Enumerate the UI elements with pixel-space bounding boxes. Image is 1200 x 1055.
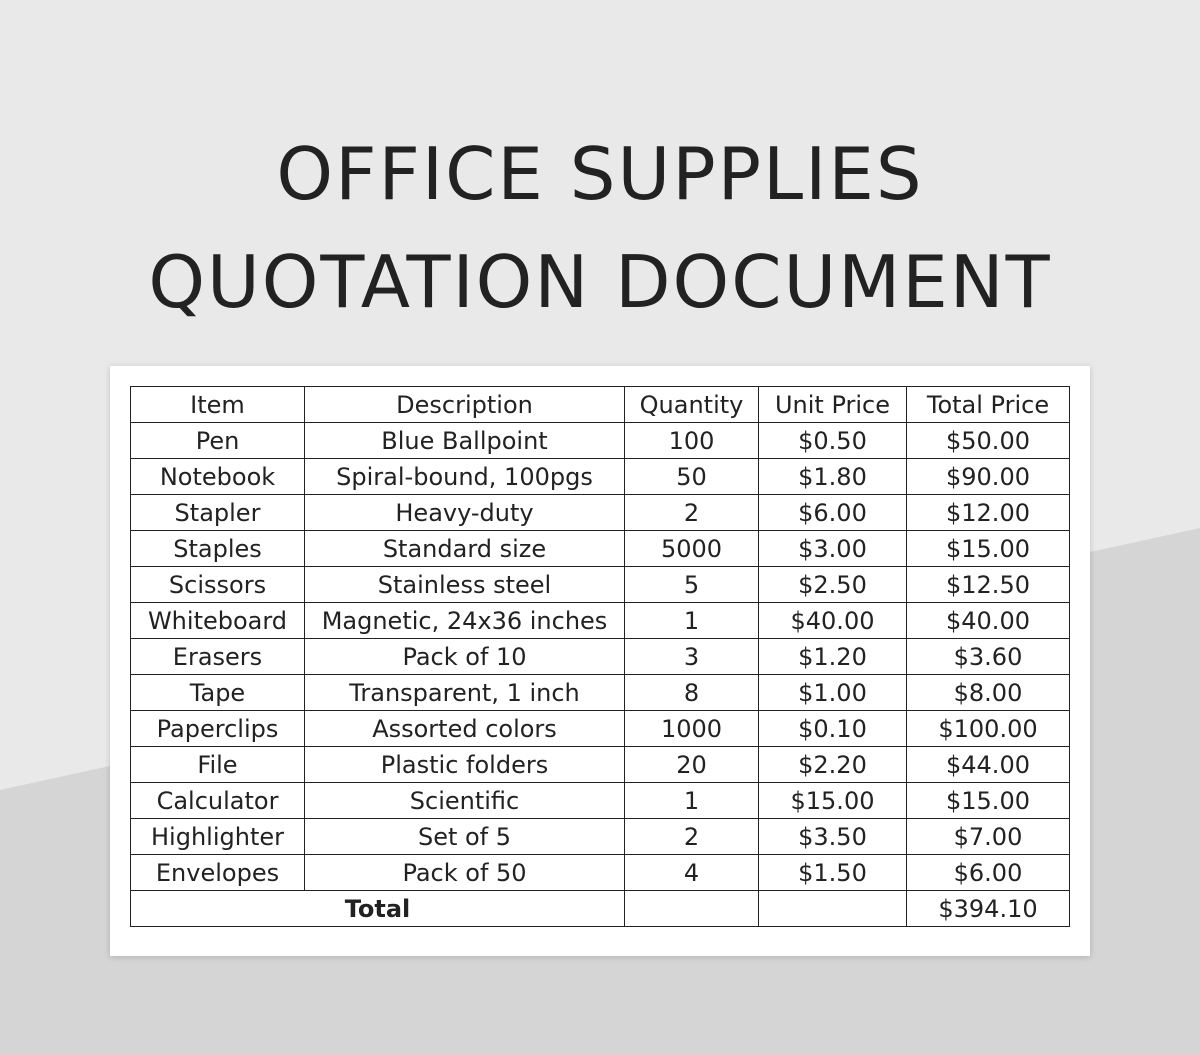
- cell-quantity: 2: [625, 819, 759, 855]
- cell-total-price: $44.00: [907, 747, 1070, 783]
- cell-description: Set of 5: [305, 819, 625, 855]
- cell-item: Highlighter: [131, 819, 305, 855]
- cell-description: Magnetic, 24x36 inches: [305, 603, 625, 639]
- cell-item: Scissors: [131, 567, 305, 603]
- total-row: [131, 891, 1070, 927]
- cell-total-price: $12.00: [907, 495, 1070, 531]
- cell-unit-price: $2.50: [759, 567, 907, 603]
- cell-quantity: 8: [625, 675, 759, 711]
- cell-quantity: 2: [625, 495, 759, 531]
- cell-description: Scientific: [305, 783, 625, 819]
- cell-quantity: 50: [625, 459, 759, 495]
- cell-item: Whiteboard: [131, 603, 305, 639]
- cell-quantity: 5: [625, 567, 759, 603]
- cell-total-price: $100.00: [907, 711, 1070, 747]
- cell-total-price: $6.00: [907, 855, 1070, 891]
- cell-quantity: 4: [625, 855, 759, 891]
- cell-item: Notebook: [131, 459, 305, 495]
- cell-unit-price: $15.00: [759, 783, 907, 819]
- header-total-price: Total Price: [907, 387, 1070, 423]
- table-row: [131, 639, 1070, 675]
- cell-description: Assorted colors: [305, 711, 625, 747]
- cell-unit-price: $1.80: [759, 459, 907, 495]
- cell-item: Pen: [131, 423, 305, 459]
- cell-item: Tape: [131, 675, 305, 711]
- table-row: [131, 567, 1070, 603]
- table-row: [131, 495, 1070, 531]
- cell-unit-price: $6.00: [759, 495, 907, 531]
- table-row: [131, 855, 1070, 891]
- cell-unit-price: $1.50: [759, 855, 907, 891]
- header-quantity: Quantity: [625, 387, 759, 423]
- table-row: [131, 783, 1070, 819]
- cell-unit-price: $40.00: [759, 603, 907, 639]
- cell-unit-price: $0.50: [759, 423, 907, 459]
- cell-item: File: [131, 747, 305, 783]
- table-row: [131, 603, 1070, 639]
- cell-total-price: $15.00: [907, 531, 1070, 567]
- cell-quantity: 5000: [625, 531, 759, 567]
- title-line-1: OFFICE SUPPLIES: [276, 132, 924, 216]
- cell-description: Blue Ballpoint: [305, 423, 625, 459]
- cell-total-price: $3.60: [907, 639, 1070, 675]
- header-item: Item: [131, 387, 305, 423]
- cell-item: Stapler: [131, 495, 305, 531]
- cell-quantity: 1: [625, 603, 759, 639]
- cell-quantity: 1: [625, 783, 759, 819]
- cell-quantity: 100: [625, 423, 759, 459]
- cell-item: Envelopes: [131, 855, 305, 891]
- cell-total-price: $15.00: [907, 783, 1070, 819]
- cell-description: Plastic folders: [305, 747, 625, 783]
- total-label: Total: [131, 891, 625, 927]
- cell-quantity: 20: [625, 747, 759, 783]
- cell-description: Stainless steel: [305, 567, 625, 603]
- cell-quantity: 1000: [625, 711, 759, 747]
- cell-total-price: $40.00: [907, 603, 1070, 639]
- title-line-2: QUOTATION DOCUMENT: [148, 240, 1052, 324]
- cell-description: Standard size: [305, 531, 625, 567]
- cell-unit-price: $1.00: [759, 675, 907, 711]
- table-row: [131, 747, 1070, 783]
- total-value: $394.10: [907, 891, 1070, 927]
- header-unit-price: Unit Price: [759, 387, 907, 423]
- cell-description: Transparent, 1 inch: [305, 675, 625, 711]
- table-row: [131, 459, 1070, 495]
- total-unit-price-cell: [759, 891, 907, 927]
- table-row: [131, 819, 1070, 855]
- table-row: [131, 711, 1070, 747]
- cell-total-price: $50.00: [907, 423, 1070, 459]
- cell-unit-price: $1.20: [759, 639, 907, 675]
- cell-total-price: $8.00: [907, 675, 1070, 711]
- table-row: [131, 531, 1070, 567]
- quotation-table: [130, 386, 1070, 927]
- page-title: [0, 120, 1200, 336]
- cell-item: Calculator: [131, 783, 305, 819]
- cell-unit-price: $3.50: [759, 819, 907, 855]
- table-row: [131, 675, 1070, 711]
- cell-description: Spiral-bound, 100pgs: [305, 459, 625, 495]
- document-sheet: [110, 366, 1090, 956]
- cell-description: Pack of 50: [305, 855, 625, 891]
- cell-description: Pack of 10: [305, 639, 625, 675]
- table-header-row: [131, 387, 1070, 423]
- table-row: [131, 423, 1070, 459]
- cell-item: Erasers: [131, 639, 305, 675]
- cell-unit-price: $2.20: [759, 747, 907, 783]
- cell-item: Staples: [131, 531, 305, 567]
- cell-description: Heavy-duty: [305, 495, 625, 531]
- cell-unit-price: $0.10: [759, 711, 907, 747]
- header-description: Description: [305, 387, 625, 423]
- cell-total-price: $12.50: [907, 567, 1070, 603]
- cell-total-price: $90.00: [907, 459, 1070, 495]
- total-quantity-cell: [625, 891, 759, 927]
- cell-total-price: $7.00: [907, 819, 1070, 855]
- cell-unit-price: $3.00: [759, 531, 907, 567]
- cell-item: Paperclips: [131, 711, 305, 747]
- cell-quantity: 3: [625, 639, 759, 675]
